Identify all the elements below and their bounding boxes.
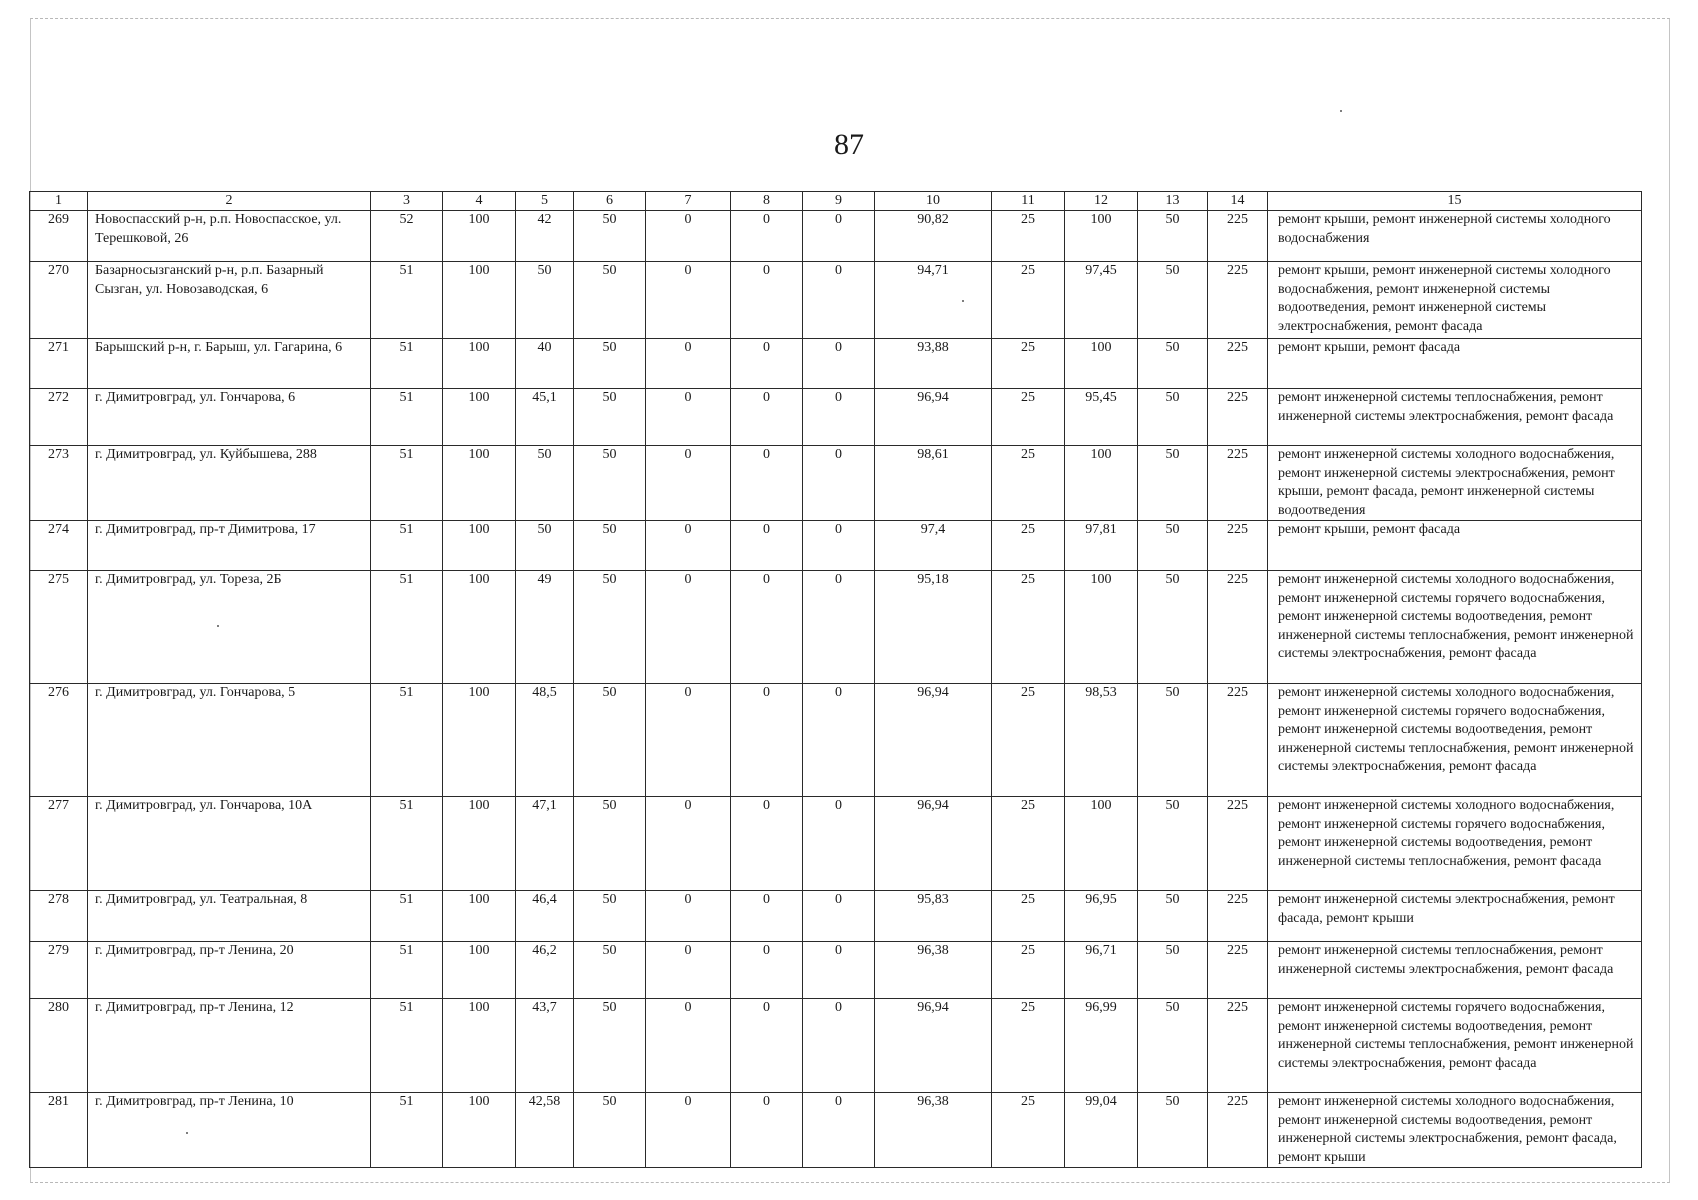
value-cell: 50	[1138, 446, 1208, 521]
value-cell: 50	[516, 262, 574, 339]
value-cell: 94,71	[875, 262, 992, 339]
value-cell: 50	[574, 571, 646, 684]
row-number: 277	[30, 797, 88, 891]
value-cell: 0	[731, 339, 803, 389]
address-cell: Барышский р-н, г. Барыш, ул. Гагарина, 6	[88, 339, 371, 389]
value-cell: 225	[1208, 797, 1268, 891]
row-number: 271	[30, 339, 88, 389]
value-cell: 0	[803, 1093, 875, 1168]
works-cell: ремонт инженерной системы горячего водоснабжения, ремонт инженерной системы водоотведения, ремонт инженерной системы теплоснабжения, ремонт инженерной системы электроснабжения, ремонт фасада	[1268, 999, 1642, 1093]
value-cell: 93,88	[875, 339, 992, 389]
value-cell: 0	[731, 684, 803, 797]
value-cell: 0	[803, 211, 875, 262]
value-cell: 0	[803, 446, 875, 521]
value-cell: 96,94	[875, 999, 992, 1093]
value-cell: 0	[731, 891, 803, 942]
table-row	[30, 797, 1642, 891]
row-number: 274	[30, 521, 88, 571]
value-cell: 0	[731, 521, 803, 571]
value-cell: 51	[371, 446, 443, 521]
value-cell: 0	[731, 571, 803, 684]
value-cell: 51	[371, 571, 443, 684]
value-cell: 225	[1208, 339, 1268, 389]
value-cell: 98,53	[1065, 684, 1138, 797]
value-cell: 43,7	[516, 999, 574, 1093]
works-cell: ремонт инженерной системы теплоснабжения, ремонт инженерной системы электроснабжения, ремонт фасада	[1268, 942, 1642, 999]
value-cell: 50	[574, 684, 646, 797]
value-cell: 25	[992, 891, 1065, 942]
value-cell: 0	[646, 389, 731, 446]
value-cell: 0	[731, 211, 803, 262]
address-cell: г. Димитровград, ул. Гончарова, 5	[88, 684, 371, 797]
value-cell: 50	[1138, 521, 1208, 571]
value-cell: 50	[1138, 339, 1208, 389]
value-cell: 0	[646, 942, 731, 999]
value-cell: 52	[371, 211, 443, 262]
value-cell: 96,99	[1065, 999, 1138, 1093]
value-cell: 225	[1208, 891, 1268, 942]
value-cell: 0	[731, 999, 803, 1093]
value-cell: 50	[574, 797, 646, 891]
address-cell: Базарносызганский р-н, р.п. Базарный Сызган, ул. Новозаводская, 6	[88, 262, 371, 339]
value-cell: 100	[443, 1093, 516, 1168]
row-number: 279	[30, 942, 88, 999]
value-cell: 225	[1208, 571, 1268, 684]
value-cell: 48,5	[516, 684, 574, 797]
works-cell: ремонт крыши, ремонт фасада	[1268, 521, 1642, 571]
column-header: 10	[875, 192, 992, 211]
value-cell: 100	[1065, 571, 1138, 684]
register-table	[29, 191, 1642, 1168]
value-cell: 100	[443, 262, 516, 339]
column-header: 15	[1268, 192, 1642, 211]
address-cell: г. Димитровград, ул. Тореза, 2Б	[88, 571, 371, 684]
value-cell: 0	[803, 262, 875, 339]
value-cell: 95,83	[875, 891, 992, 942]
value-cell: 0	[803, 389, 875, 446]
value-cell: 25	[992, 211, 1065, 262]
value-cell: 50	[574, 942, 646, 999]
value-cell: 51	[371, 262, 443, 339]
row-number: 272	[30, 389, 88, 446]
value-cell: 225	[1208, 262, 1268, 339]
value-cell: 25	[992, 262, 1065, 339]
value-cell: 100	[1065, 446, 1138, 521]
value-cell: 0	[646, 262, 731, 339]
value-cell: 95,45	[1065, 389, 1138, 446]
column-header: 12	[1065, 192, 1138, 211]
works-cell: ремонт инженерной системы теплоснабжения, ремонт инженерной системы электроснабжения, ремонт фасада	[1268, 389, 1642, 446]
value-cell: 50	[1138, 684, 1208, 797]
works-cell: ремонт инженерной системы холодного водоснабжения, ремонт инженерной системы горячего водоснабжения, ремонт инженерной системы водоотведения, ремонт инженерной системы теплоснабжения, ремонт фасада	[1268, 797, 1642, 891]
value-cell: 225	[1208, 942, 1268, 999]
value-cell: 25	[992, 446, 1065, 521]
row-number: 278	[30, 891, 88, 942]
value-cell: 100	[443, 999, 516, 1093]
value-cell: 50	[1138, 942, 1208, 999]
value-cell: 0	[646, 521, 731, 571]
value-cell: 96,71	[1065, 942, 1138, 999]
address-cell: г. Димитровград, пр-т Ленина, 20	[88, 942, 371, 999]
value-cell: 25	[992, 389, 1065, 446]
value-cell: 225	[1208, 1093, 1268, 1168]
value-cell: 100	[443, 389, 516, 446]
value-cell: 50	[574, 262, 646, 339]
value-cell: 100	[443, 571, 516, 684]
works-cell: ремонт инженерной системы холодного водоснабжения, ремонт инженерной системы горячего водоснабжения, ремонт инженерной системы водоотведения, ремонт инженерной системы теплоснабжения, ремонт инженерной системы электроснабжения, ремонт фасада	[1268, 571, 1642, 684]
value-cell: 0	[646, 891, 731, 942]
value-cell: 45,1	[516, 389, 574, 446]
value-cell: 50	[574, 891, 646, 942]
works-cell: ремонт инженерной системы холодного водоснабжения, ремонт инженерной системы электроснабжения, ремонт крыши, ремонт фасада, ремонт инженерной системы водоотведения	[1268, 446, 1642, 521]
table-row	[30, 211, 1642, 262]
column-header: 14	[1208, 192, 1268, 211]
value-cell: 96,95	[1065, 891, 1138, 942]
value-cell: 50	[1138, 571, 1208, 684]
value-cell: 50	[1138, 999, 1208, 1093]
value-cell: 0	[803, 571, 875, 684]
value-cell: 50	[1138, 262, 1208, 339]
works-cell: ремонт крыши, ремонт инженерной системы холодного водоснабжения, ремонт инженерной системы водоотведения, ремонт инженерной системы электроснабжения, ремонт фасада	[1268, 262, 1642, 339]
value-cell: 96,38	[875, 1093, 992, 1168]
value-cell: 50	[1138, 389, 1208, 446]
value-cell: 25	[992, 797, 1065, 891]
value-cell: 50	[574, 446, 646, 521]
value-cell: 0	[646, 684, 731, 797]
table-row	[30, 521, 1642, 571]
value-cell: 96,94	[875, 389, 992, 446]
value-cell: 50	[1138, 1093, 1208, 1168]
column-header: 11	[992, 192, 1065, 211]
address-cell: г. Димитровград, ул. Театральная, 8	[88, 891, 371, 942]
value-cell: 100	[443, 446, 516, 521]
value-cell: 0	[731, 1093, 803, 1168]
column-header: 2	[88, 192, 371, 211]
value-cell: 0	[803, 339, 875, 389]
value-cell: 25	[992, 571, 1065, 684]
value-cell: 96,94	[875, 797, 992, 891]
value-cell: 100	[1065, 797, 1138, 891]
value-cell: 50	[1138, 797, 1208, 891]
works-cell: ремонт инженерной системы холодного водоснабжения, ремонт инженерной системы горячего водоснабжения, ремонт инженерной системы водоотведения, ремонт инженерной системы теплоснабжения, ремонт инженерной системы электроснабжения, ремонт фасада	[1268, 684, 1642, 797]
value-cell: 0	[646, 1093, 731, 1168]
value-cell: 51	[371, 339, 443, 389]
table-row	[30, 389, 1642, 446]
row-number: 273	[30, 446, 88, 521]
value-cell: 25	[992, 339, 1065, 389]
value-cell: 225	[1208, 389, 1268, 446]
value-cell: 50	[574, 339, 646, 389]
value-cell: 100	[443, 942, 516, 999]
column-header: 6	[574, 192, 646, 211]
value-cell: 0	[803, 999, 875, 1093]
value-cell: 100	[443, 521, 516, 571]
value-cell: 50	[574, 211, 646, 262]
value-cell: 50	[574, 1093, 646, 1168]
value-cell: 98,61	[875, 446, 992, 521]
value-cell: 0	[646, 999, 731, 1093]
table-row	[30, 339, 1642, 389]
row-number: 276	[30, 684, 88, 797]
value-cell: 100	[443, 339, 516, 389]
column-header: 9	[803, 192, 875, 211]
address-cell: г. Димитровград, пр-т Димитрова, 17	[88, 521, 371, 571]
value-cell: 51	[371, 521, 443, 571]
value-cell: 50	[574, 999, 646, 1093]
value-cell: 50	[516, 446, 574, 521]
value-cell: 50	[516, 521, 574, 571]
value-cell: 51	[371, 797, 443, 891]
value-cell: 0	[646, 571, 731, 684]
value-cell: 51	[371, 389, 443, 446]
value-cell: 0	[646, 446, 731, 521]
table-row	[30, 262, 1642, 339]
row-number: 281	[30, 1093, 88, 1168]
table-row	[30, 684, 1642, 797]
table-row	[30, 891, 1642, 942]
value-cell: 0	[803, 797, 875, 891]
value-cell: 50	[1138, 891, 1208, 942]
value-cell: 96,94	[875, 684, 992, 797]
value-cell: 0	[803, 684, 875, 797]
row-number: 275	[30, 571, 88, 684]
table-row	[30, 571, 1642, 684]
value-cell: 42	[516, 211, 574, 262]
value-cell: 25	[992, 521, 1065, 571]
value-cell: 0	[646, 797, 731, 891]
value-cell: 0	[803, 891, 875, 942]
column-header: 3	[371, 192, 443, 211]
value-cell: 225	[1208, 446, 1268, 521]
address-cell: г. Димитровград, пр-т Ленина, 10	[88, 1093, 371, 1168]
value-cell: 25	[992, 942, 1065, 999]
value-cell: 95,18	[875, 571, 992, 684]
table-row	[30, 446, 1642, 521]
value-cell: 0	[646, 211, 731, 262]
scan-speck	[1340, 110, 1342, 112]
column-header: 4	[443, 192, 516, 211]
table-row	[30, 942, 1642, 999]
value-cell: 51	[371, 891, 443, 942]
value-cell: 0	[803, 942, 875, 999]
works-cell: ремонт крыши, ремонт инженерной системы холодного водоснабжения	[1268, 211, 1642, 262]
value-cell: 99,04	[1065, 1093, 1138, 1168]
header-row	[30, 192, 1642, 211]
row-number: 270	[30, 262, 88, 339]
value-cell: 25	[992, 999, 1065, 1093]
table-row	[30, 999, 1642, 1093]
value-cell: 42,58	[516, 1093, 574, 1168]
row-number: 269	[30, 211, 88, 262]
value-cell: 50	[574, 389, 646, 446]
value-cell: 46,2	[516, 942, 574, 999]
value-cell: 46,4	[516, 891, 574, 942]
address-cell: Новоспасский р-н, р.п. Новоспасское, ул. Терешковой, 26	[88, 211, 371, 262]
value-cell: 225	[1208, 999, 1268, 1093]
value-cell: 225	[1208, 684, 1268, 797]
value-cell: 90,82	[875, 211, 992, 262]
works-cell: ремонт инженерной системы электроснабжения, ремонт фасада, ремонт крыши	[1268, 891, 1642, 942]
value-cell: 0	[731, 389, 803, 446]
value-cell: 0	[731, 262, 803, 339]
value-cell: 0	[646, 339, 731, 389]
value-cell: 51	[371, 999, 443, 1093]
column-header: 1	[30, 192, 88, 211]
value-cell: 0	[731, 942, 803, 999]
column-header: 7	[646, 192, 731, 211]
value-cell: 50	[1138, 211, 1208, 262]
value-cell: 97,81	[1065, 521, 1138, 571]
column-header: 8	[731, 192, 803, 211]
value-cell: 96,38	[875, 942, 992, 999]
address-cell: г. Димитровград, пр-т Ленина, 12	[88, 999, 371, 1093]
page-number: 87	[834, 128, 864, 161]
value-cell: 25	[992, 684, 1065, 797]
value-cell: 225	[1208, 521, 1268, 571]
value-cell: 51	[371, 684, 443, 797]
address-cell: г. Димитровград, ул. Куйбышева, 288	[88, 446, 371, 521]
value-cell: 100	[443, 211, 516, 262]
value-cell: 50	[574, 521, 646, 571]
value-cell: 100	[443, 684, 516, 797]
value-cell: 97,45	[1065, 262, 1138, 339]
value-cell: 51	[371, 1093, 443, 1168]
value-cell: 49	[516, 571, 574, 684]
row-number: 280	[30, 999, 88, 1093]
address-cell: г. Димитровград, ул. Гончарова, 6	[88, 389, 371, 446]
column-header: 13	[1138, 192, 1208, 211]
value-cell: 97,4	[875, 521, 992, 571]
value-cell: 0	[731, 446, 803, 521]
value-cell: 25	[992, 1093, 1065, 1168]
works-cell: ремонт инженерной системы холодного водоснабжения, ремонт инженерной системы водоотведения, ремонт инженерной системы электроснабжения, ремонт фасада, ремонт крыши	[1268, 1093, 1642, 1168]
value-cell: 51	[371, 942, 443, 999]
value-cell: 225	[1208, 211, 1268, 262]
value-cell: 100	[1065, 211, 1138, 262]
value-cell: 100	[443, 797, 516, 891]
column-header: 5	[516, 192, 574, 211]
table-row	[30, 1093, 1642, 1168]
address-cell: г. Димитровград, ул. Гончарова, 10А	[88, 797, 371, 891]
value-cell: 100	[1065, 339, 1138, 389]
value-cell: 47,1	[516, 797, 574, 891]
works-cell: ремонт крыши, ремонт фасада	[1268, 339, 1642, 389]
value-cell: 0	[731, 797, 803, 891]
value-cell: 100	[443, 891, 516, 942]
value-cell: 0	[803, 521, 875, 571]
value-cell: 40	[516, 339, 574, 389]
